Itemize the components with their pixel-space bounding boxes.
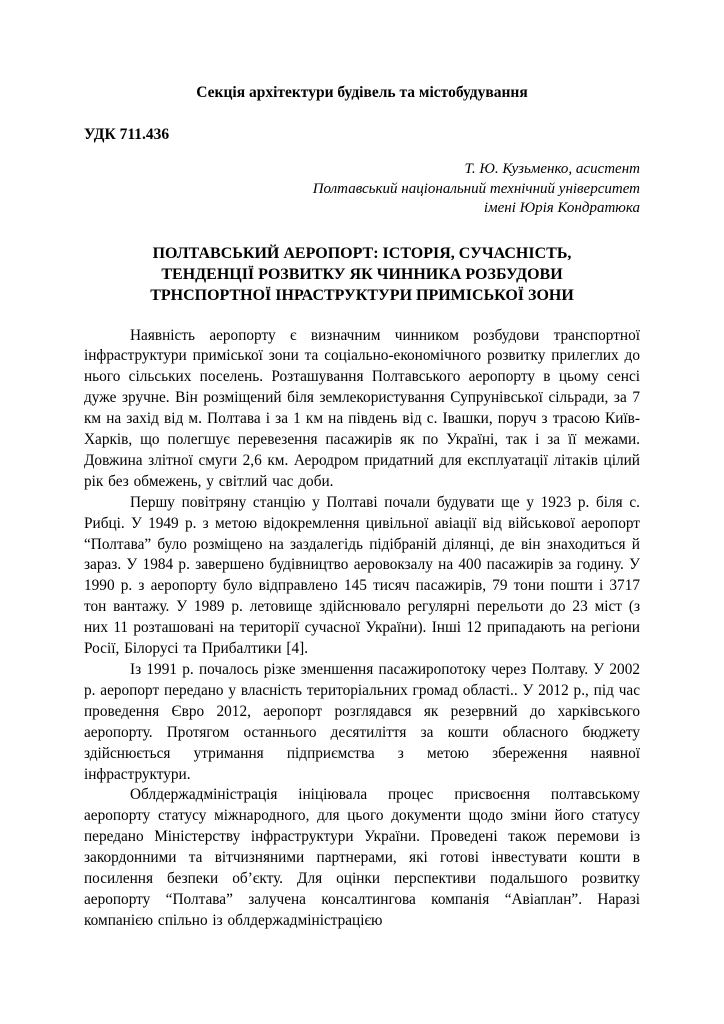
body-paragraph-3: Із 1991 р. почалось різке зменшення пасажиропотоку через Полтаву. У 2002 р. аеропорт передано у власність територіальних громад області.. У 2012 р., під час проведення Євро 2012, аеропорт розглядався як резервний до харківського аеропорту. Протягом останнього десятиліття за кошти обласного бюджету здійснюється утримання підприємства з метою збереження наявної інфраструктури.: [84, 661, 640, 783]
paper-title-line2: ТЕНДЕНЦІЇ РОЗВИТКУ ЯК ЧИННИКА РОЗБУДОВИ: [161, 265, 563, 283]
paper-body: [84, 326, 640, 932]
paper-title-line3: ТРНСПОРТНОЇ ІНРАСТРУКТУРИ ПРИМІСЬКОЇ ЗОНИ: [150, 286, 574, 304]
author-affiliation-line1: Полтавський національний технічний університет: [312, 180, 640, 197]
body-paragraph-2: Першу повітряну станцію у Полтаві почали будувати ще у 1923 р. біля с. Рибці. У 1949 р. з метою відокремлення цивільної авіації від військової аеропорт “Полтава” було розміщено на заздалегідь підібраній ділянці, де він знаходиться й зараз. У 1984 р. завершено будівництво аеровокзалу на 400 пасажирів за годину. У 1990 р. з аеропорту було відправлено 145 тисяч пасажирів, 79 тони пошти і 3717 тон вантажу. У 1989 р. летовище здійснювало регулярні перельоти до 23 міст (з них 11 розташовані на території сучасної України). Інші 12 припадають на регіони Росії, Білорусі та Прибалтики [4].: [84, 493, 640, 658]
paper-title: [84, 243, 640, 306]
paper-title-line1: ПОЛТАВСЬКИЙ АЕРОПОРТ: ІСТОРІЯ, СУЧАСНІСТЬ,: [152, 244, 572, 262]
body-paragraph-4: Облдержадміністрація ініціювала процес присвоєння полтавському аеропорту статусу міжнародного, для цього документи щодо зміни його статусу передано Міністерству інфраструктури України. Проведені також перемови із закордонними та вітчизняними партнерами, які готові інвестувати кошти в посилення безпеки об’єкту. Для оцінки перспективи подальшого розвитку аеропорту “Полтава” залучена консалтингова компанія “Авіаплан”. Наразі компанією спільно із облдержадміністрацією: [84, 786, 640, 929]
author-name: Т. Ю. Кузьменко, асистент: [464, 161, 640, 177]
section-header: Секція архітектури будівель та містобудування: [196, 84, 528, 101]
body-paragraph-1: Наявність аеропорту є визначним чинником розбудови транспортної інфраструктури приміської зони та соціально-економічного розвитку прилеглих до нього сільських поселень. Розташування Полтавського аеропорту в цьому сенсі дуже зручне. Він розміщений біля землекористування Супрунівської сільради, за 7 км на захід від м. Полтава і за 1 км на південь від с. Івашки, поруч з трасою Київ-Харків, що полегшує перевезення пасажирів як по Україні, так і за її межами. Довжина злітної смуги 2,6 км. Аеродром придатний для експлуатації літаків цілий рік без обмежень, у світлий час доби.: [84, 326, 640, 490]
udc-number: УДК 711.436: [84, 126, 170, 143]
author-block: [84, 160, 640, 219]
author-affiliation-line2: імені Юрія Кондратюка: [483, 200, 640, 216]
